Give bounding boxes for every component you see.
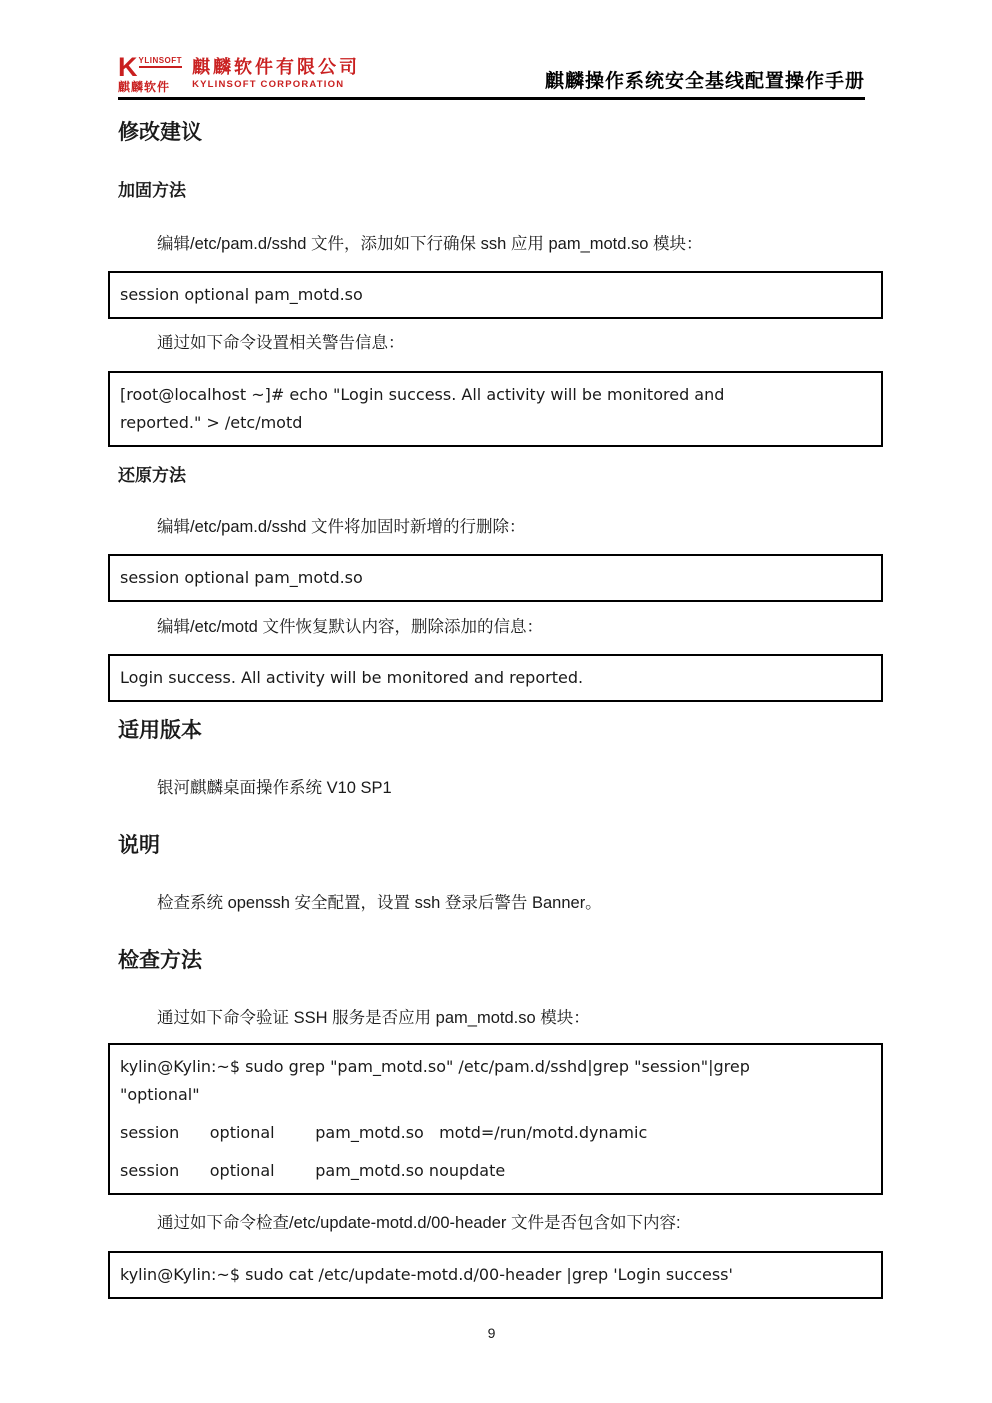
code-box-login-success [108,654,883,702]
code-line: [root@localhost ~]# echo "Login success. All activity will be monitored and [120,385,725,404]
code-box-echo-motd [108,371,883,447]
heading-harden-method: 加固方法 [118,181,186,200]
code-line: kylin@Kylin:~$ sudo grep "pam_motd.so" /etc/pam.d/sshd|grep "session"|grep [120,1057,750,1076]
paragraph-harden-step1: 编辑/etc/pam.d/sshd 文件，添加如下行确保 ssh 应用 pam_motd.so 模块： [157,235,703,253]
code-line: Login success. All activity will be monitored and reported. [120,668,584,687]
logo-cn-small: 麒麟软件 [118,80,171,94]
code-box-grep-pam-motd [108,1043,883,1195]
page-footer [118,1325,865,1343]
code-line: session optional pam_motd.so noupdate [120,1161,506,1180]
code-line: session optional pam_motd.so motd=/run/motd.dynamic [120,1123,648,1142]
code-output-block [120,1119,871,1147]
code-line: session optional pam_motd.so [120,285,363,304]
logo-company-name-en: KYLINSOFT CORPORATION [192,78,345,90]
logo-underline [139,66,183,68]
paragraph-version: 银河麒麟桌面操作系统 V10 SP1 [157,779,392,797]
logo-ylinsoft-text: YLINSOFT [138,55,183,65]
heading-fix-suggestion: 修改建议 [118,121,202,144]
paragraph-restore-step1: 编辑/etc/pam.d/sshd 文件将加固时新增的行删除： [157,518,526,536]
heading-check-method: 检查方法 [118,949,202,972]
code-output-block [120,1157,871,1185]
paragraph-description: 检查系统 openssh 安全配置，设置 ssh 登录后警告 Banner。 [157,894,602,912]
document-title: 麒麟操作系统安全基线配置操作手册 [544,71,865,92]
code-box-session-optional-1 [108,271,883,319]
logo-company-block [192,57,360,91]
code-line: kylin@Kylin:~$ sudo cat /etc/update-motd.d/00-header |grep 'Login success' [120,1265,733,1284]
logo-k-row [118,51,183,82]
logo-ylinsoft-wrap [139,57,183,68]
paragraph-check-step2: 通过如下命令检查/etc/update-motd.d/00-header 文件是否包含如下内容: [157,1214,681,1232]
code-command-block [120,1053,871,1109]
code-line: reported." > /etc/motd [120,413,303,432]
page-header [118,0,865,100]
logo-k-letter: K [118,51,138,82]
paragraph-restore-step2: 编辑/etc/motd 文件恢复默认内容，删除添加的信息： [157,618,543,636]
paragraph-harden-step2: 通过如下命令设置相关警告信息： [157,334,405,352]
code-line: "optional" [120,1085,200,1104]
kylinsoft-logo [118,51,361,94]
logo-mark [118,51,183,94]
code-line: session optional pam_motd.so [120,568,363,587]
code-box-cat-update-motd [108,1251,883,1299]
heading-restore-method: 还原方法 [118,466,186,485]
heading-description: 说明 [118,834,160,857]
page-number: 9 [487,1325,496,1341]
page-content [118,120,865,1343]
logo-company-name-cn: 麒麟软件有限公司 [192,57,361,78]
code-box-session-optional-2 [108,554,883,602]
paragraph-check-step1: 通过如下命令验证 SSH 服务是否应用 pam_motd.so 模块： [157,1009,590,1027]
heading-applicable-version: 适用版本 [118,719,202,742]
